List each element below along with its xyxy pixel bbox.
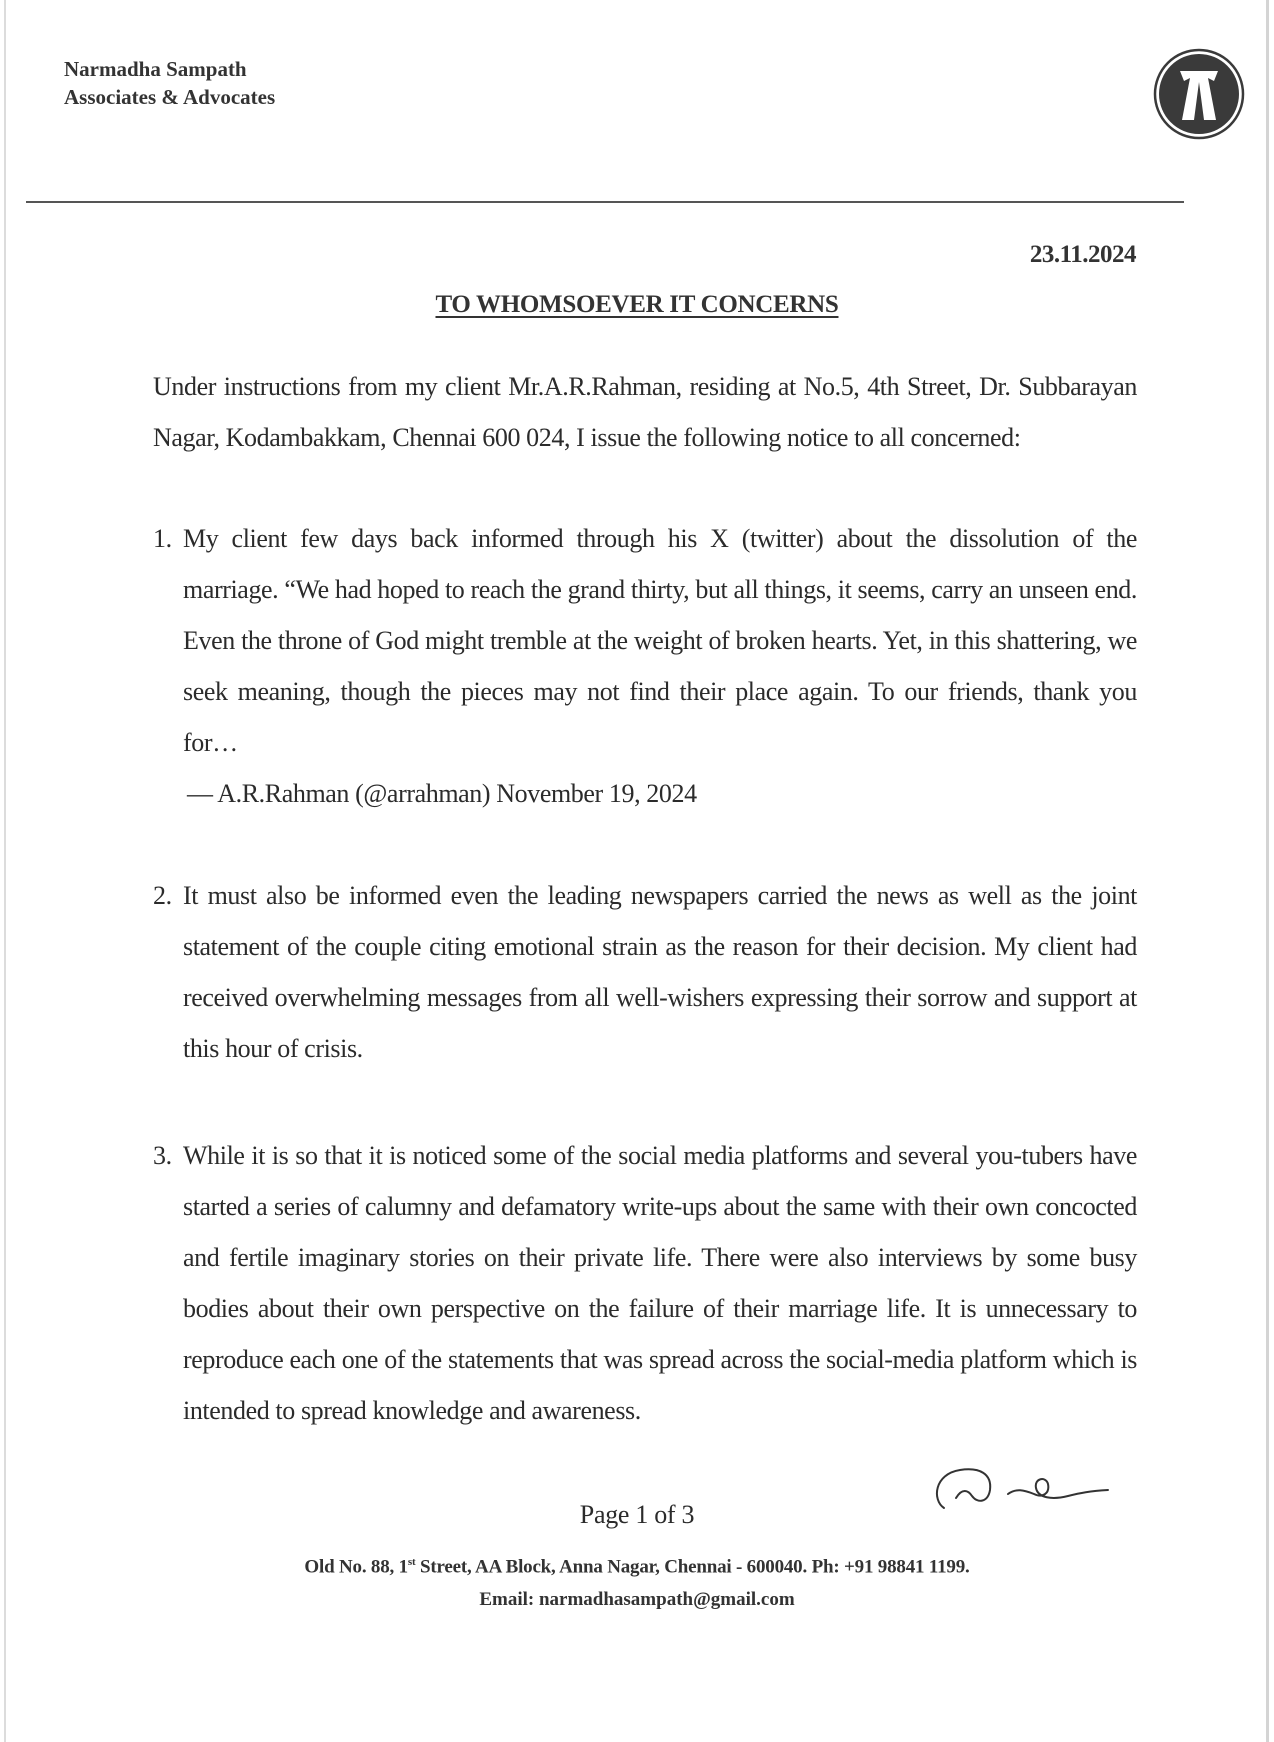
item-number: 2. (153, 881, 172, 910)
handwritten-signature (930, 1460, 1130, 1520)
intro-paragraph: Under instructions from my client Mr.A.R.Rahman, residing at No.5, 4th Street, Dr. Subbarayan Nagar, Kodambakkam, Chennai 600 024, I issue the following notice to all concerned: (153, 372, 1137, 452)
scan-edge-right (1266, 0, 1269, 1742)
item-text: While it is so that it is noticed some of the social media platforms and several you-tubers have started a series of calumny and defamatory write-ups about the same with their own concocted and fertile imaginary stories on their private life. There were also interviews by some busy bodies about their own perspective on the failure of their marriage life. It is unnecessary to reproduce each one of the statements that was spread across the social-media platform which is intended to spread knowledge and awareness. (183, 1141, 1137, 1425)
firm-name-line1: Narmadha Sampath (64, 57, 247, 81)
numbered-item-3 (153, 1130, 1137, 1436)
item-number: 1. (153, 524, 172, 553)
quote-attribution: — A.R.Rahman (@arrahman) November 19, 2024 (187, 779, 697, 808)
footer-address-prefix: Old No. 88, 1 (304, 1556, 408, 1578)
footer-address-suffix: Street, AA Block, Anna Nagar, Chennai - 600040. Ph: +91 98841 1199. (415, 1556, 970, 1578)
letterhead-divider (26, 201, 1184, 203)
firm-name-line2: Associates & Advocates (64, 85, 276, 109)
footer-address-sup: st (407, 1556, 416, 1568)
item-text: It must also be informed even the leading newspapers carried the news as well as the joint statement of the couple citing emotional strain as the reason for their decision. My client had received overwhelming messages from all well-wishers expressing their sorrow and support at this hour of crisis. (183, 881, 1137, 1063)
advocate-bands-emblem-icon (1153, 48, 1245, 140)
footer-address (0, 1556, 1274, 1578)
notice-title: TO WHOMSOEVER IT CONCERNS (435, 291, 839, 318)
numbered-item-2 (153, 870, 1137, 1074)
page-indicator: Page 1 of 3 (579, 1500, 695, 1529)
footer-email: Email: narmadhasampath@gmail.com (479, 1589, 795, 1610)
item-number: 3. (153, 1141, 172, 1170)
letter-date: 23.11.2024 (1029, 241, 1136, 268)
scan-edge-left (4, 0, 6, 1742)
numbered-item-1 (153, 513, 1137, 819)
letterhead-firm-name (64, 55, 275, 111)
item-text: My client few days back informed through his X (twitter) about the dissolution of the marriage. “We had hoped to reach the grand thirty, but all things, it seems, carry an unseen end. Even the throne of God might tremble at the weight of broken hearts. Yet, in this shattering, we seek meaning, though the pieces may not find their place again. To our friends, thank you for… (183, 524, 1137, 757)
